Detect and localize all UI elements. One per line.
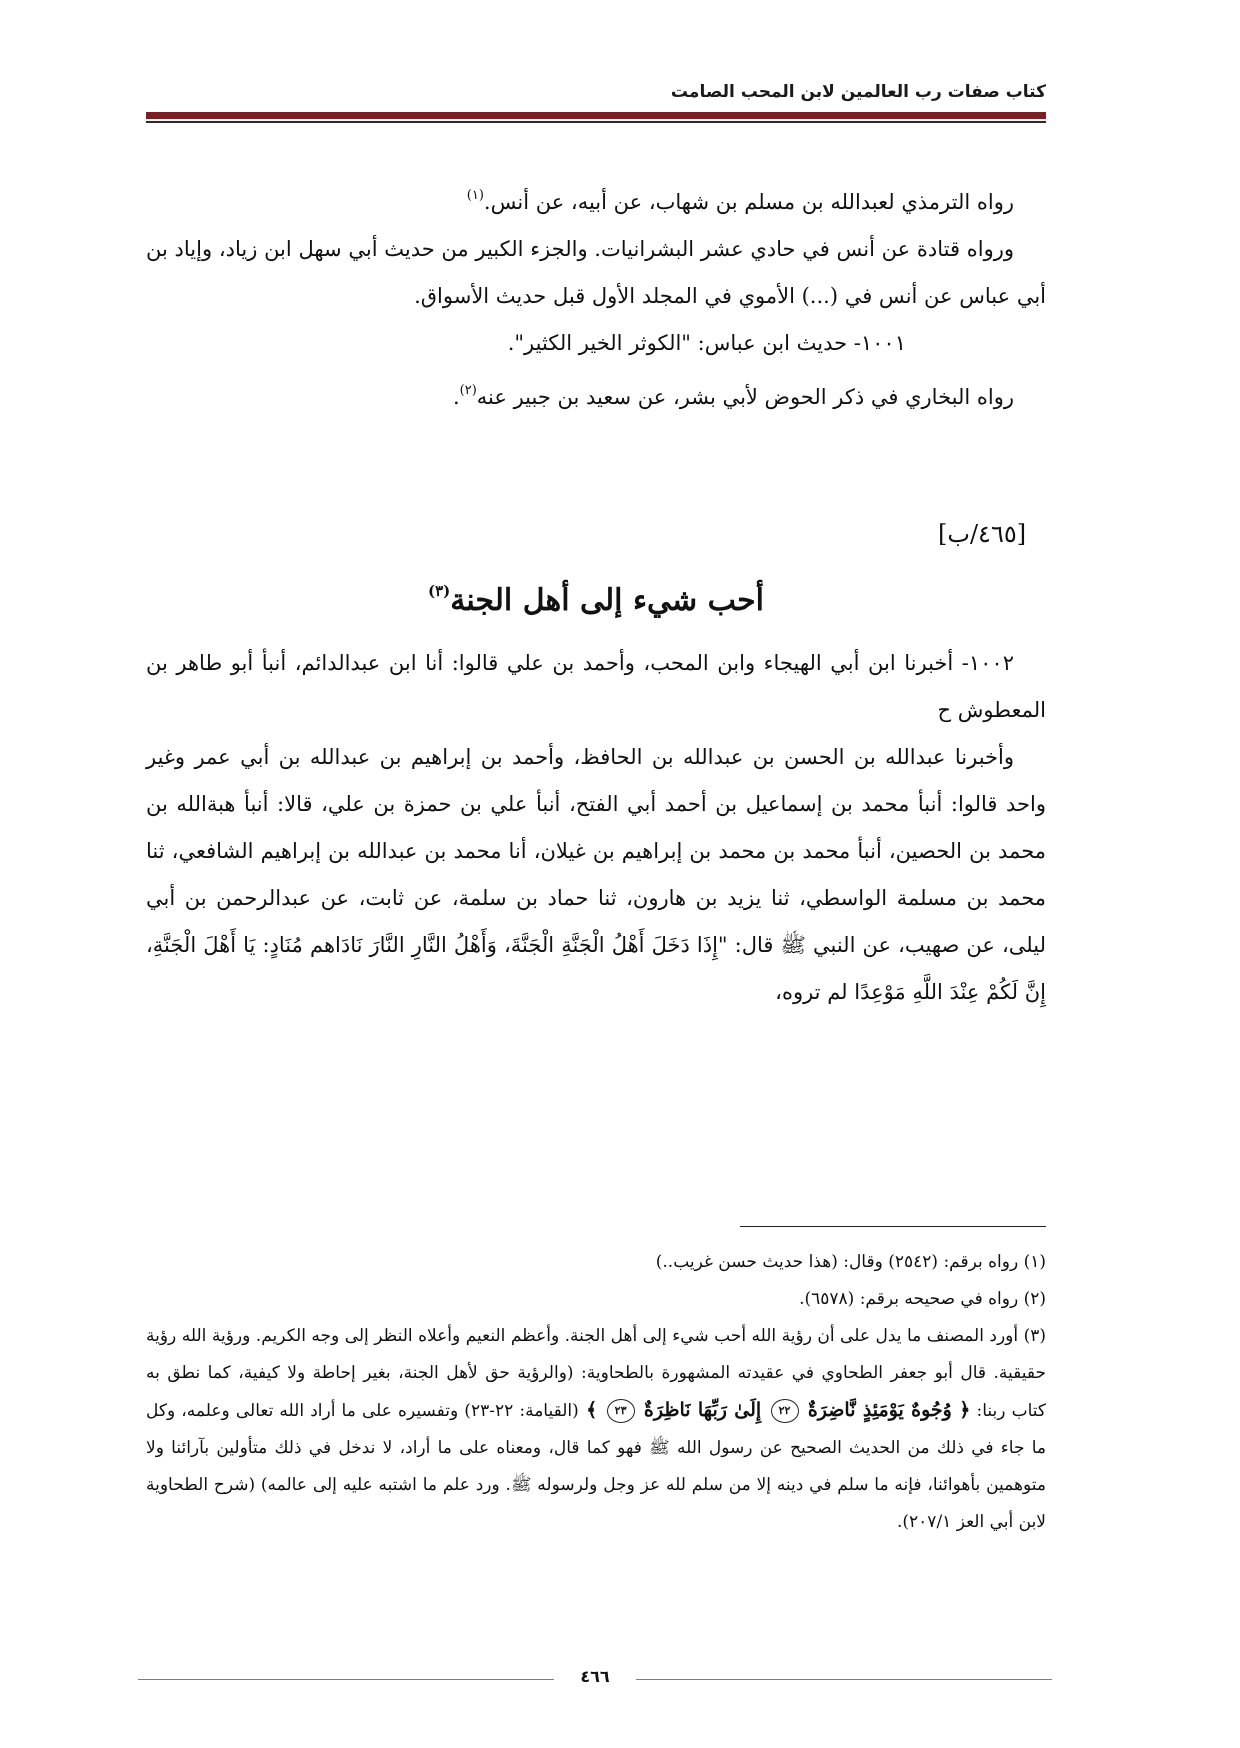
text-block-2 xyxy=(146,640,1046,1016)
footnote-ref-3[interactable]: (٣) xyxy=(428,582,451,600)
text: رواه البخاري في ذكر الحوض لأبي بشر، عن سعيد بن جبير عنه xyxy=(476,385,1014,409)
paragraph-qatada: ورواه قتادة عن أنس في حادي عشر البشرانيات. والجزء الكبير من حديث أبي سهل ابن زياد، وإياد بن أبي عباس عن أنس في (...) الأموي في المجلد الأول قبل حديث الأسواق. xyxy=(146,237,1046,308)
text: (القيامة: ٢٢-٢٣) وتفسيره على ما أراد الله تعالى وعلمه، وكل ما جاء في ذلك من الحديث الصحيح عن رسول الله ﷺ فهو كما قال، ومعناه على ما أراد، لا ندخل في ذلك متأولين بآرائنا ولا متوهمين بأهوائنا، فإنه ما سلم في دينه إلا من سلم لله عز وجل ولرسوله ﷺ. ورد علم ما اشتبه عليه إلى عالمه) (شرح الطحاوية لابن أبي العز ٢٠٧/١). xyxy=(146,1401,1046,1532)
quran-verse xyxy=(579,1399,971,1421)
quran-text: وُجُوهٌ يَوْمَئِذٍ نَّاضِرَةٌ xyxy=(807,1399,952,1421)
footnote-ref-1[interactable]: (١) xyxy=(466,188,484,203)
footer-rule-left xyxy=(138,1679,554,1680)
paragraph-isnad: وأخبرنا عبدالله بن الحسن بن عبدالله بن الحافظ، وأحمد بن إبراهيم بن عبدالله بن أبي عمر وغير واحد قالوا: أنبأ محمد بن إسماعيل بن أحمد أبي الفتح، أنبأ علي بن حمزة بن علي، قالا: أنبأ هبةالله بن محمد بن الحصين، أنبأ محمد بن محمد بن إبراهيم بن غيلان، أنا محمد بن عبدالله بن إبراهيم الشافعي، ثنا محمد بن مسلمة الواسطي، ثنا يزيد بن هارون، ثنا حماد بن سلمة، عن ثابت، عن عبدالرحمن بن أبي ليلى، عن صهيب، عن النبي ﷺ قال: "إِذَا دَخَلَ أَهْلُ الْجَنَّةِ الْجَنَّةَ، وَأَهْلُ النَّارِ النَّارَ نَادَاهم مُنَادٍ: يَا أَهْلَ الْجَنَّةِ، إِنَّ لَكُمْ عِنْدَ اللَّهِ مَوْعِدًا لم تروه، xyxy=(146,745,1046,1004)
text: (٣) أورد المصنف ما يدل على أن رؤية الله أحب شيء إلى أهل الجنة. وأعظم النعيم وأعلاه النظر إلى وجه الكريم. ورؤية الله رؤية حقيقية. قال أبو جعفر الطحاوي في عقيدته المشهورة بالطحاوية: (والرؤية حق لأهل الجنة، بغير إحاطة ولا كيفية، كما نطق به كتاب ربنا: xyxy=(146,1326,1046,1421)
header-rule xyxy=(146,112,1046,119)
text: رواه الترمذي لعبدالله بن مسلم بن شهاب، عن أبيه، عن أنس. xyxy=(483,190,1014,214)
footnote-ref-2[interactable]: (٢) xyxy=(459,383,477,398)
hadith-1001: ١٠٠١- حديث ابن عباس: "الكوثر الخير الكثير". xyxy=(507,331,906,355)
footnotes xyxy=(146,1244,1046,1541)
ayah-number-mark: ٢٢ xyxy=(771,1399,799,1423)
running-header: كتاب صفات رب العالمين لابن المحب الصامت xyxy=(670,82,1046,102)
footnote-separator xyxy=(740,1226,1046,1227)
section-title xyxy=(146,582,1046,618)
footnote-3 xyxy=(146,1318,1046,1541)
title-text: أحب شيء إلى أهل الجنة xyxy=(450,583,764,618)
quran-bracket-close: ﴾ xyxy=(586,1399,598,1421)
footnote-2: (٢) رواه في صحيحه برقم: (٦٥٧٨). xyxy=(799,1289,1046,1309)
ayah-number-mark: ٢٣ xyxy=(607,1399,635,1423)
text: . xyxy=(452,385,460,409)
footer-rule-right xyxy=(636,1679,1052,1680)
page-number: ٤٦٦ xyxy=(580,1667,610,1686)
paragraph-tirmidhi xyxy=(146,172,1046,226)
quran-text: إِلَىٰ رَبِّهَا نَاظِرَةٌ xyxy=(643,1399,762,1421)
header-rule-thin xyxy=(146,121,1046,123)
hadith-1002: ١٠٠٢- أخبرنا ابن أبي الهيجاء وابن المحب، وأحمد بن علي قالوا: أنا ابن عبدالدائم، أنبأ أبو طاهر بن المعطوش ح xyxy=(146,651,1046,722)
manuscript-page-ref: [٤٦٥/ب] xyxy=(938,520,1027,548)
text-block-1 xyxy=(146,172,1046,421)
paragraph-bukhari xyxy=(146,367,1046,421)
quran-bracket-open: ﴿ xyxy=(959,1399,971,1421)
footnote-1: (١) رواه برقم: (٢٥٤٢) وقال: (هذا حديث حسن غريب..) xyxy=(655,1252,1046,1272)
